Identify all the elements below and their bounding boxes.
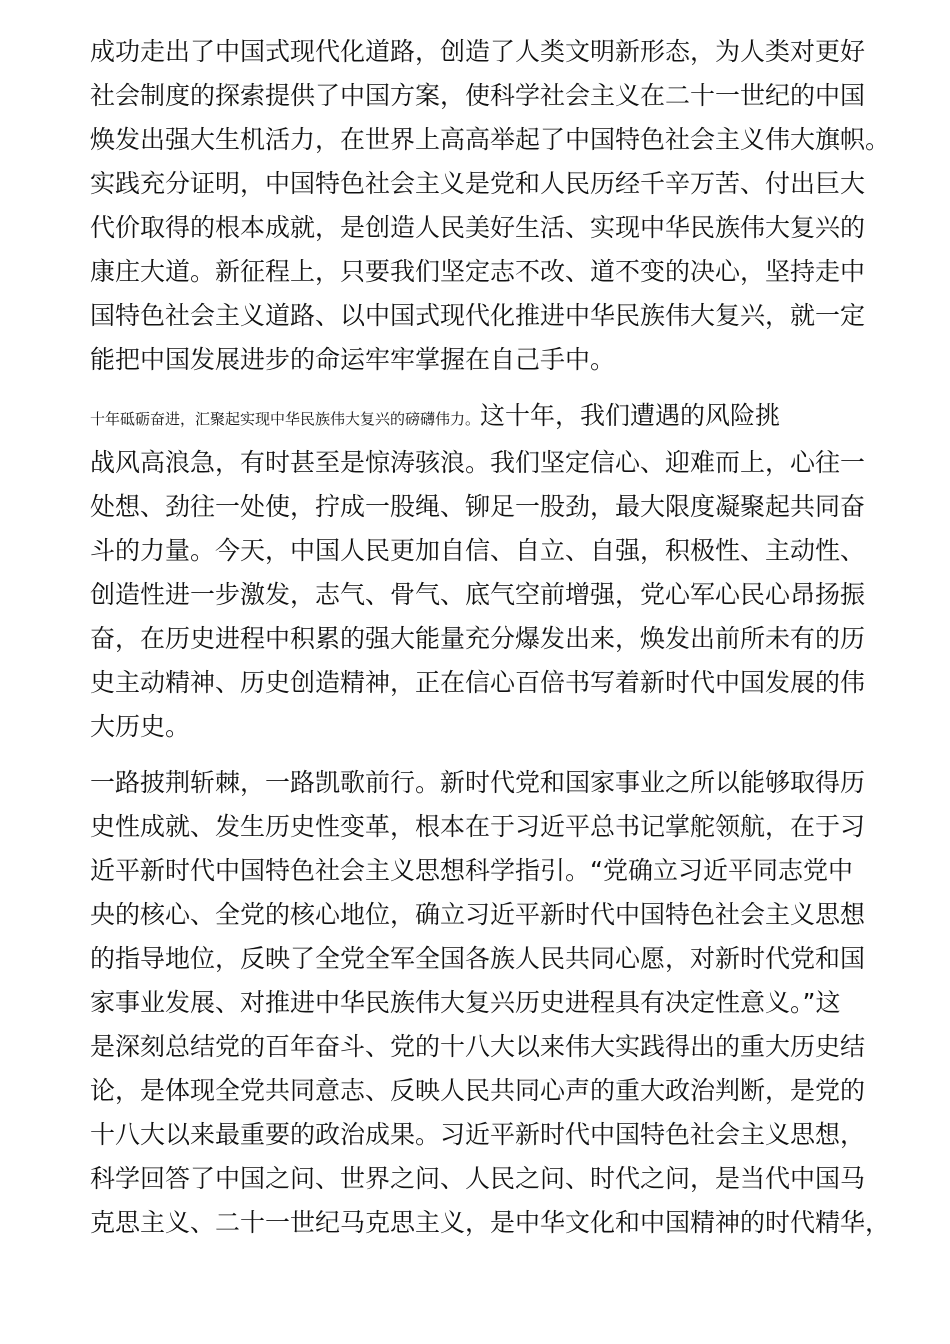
text-line: 成功走出了中国式现代化道路，创造了人类文明新形态，为人类对更好 bbox=[90, 37, 866, 66]
text-line: 大历史。 bbox=[90, 712, 191, 741]
text-line: 康庄大道。新征程上，只要我们坚定志不改、道不变的决心，坚持走中 bbox=[90, 257, 866, 286]
paragraph-3 bbox=[90, 761, 898, 1245]
text-line: 家事业发展、对推进中华民族伟大复兴历史进程具有决定性意义。”这 bbox=[90, 988, 841, 1017]
text-line-remainder: 这十年，我们遭遇的风险挑 bbox=[480, 401, 781, 430]
text-line: 十八大以来最重要的政治成果。习近平新时代中国特色社会主义思想， bbox=[90, 1120, 866, 1149]
paragraph-lead-heading: 十年砥砺奋进，汇聚起实现中华民族伟大复兴的磅礴伟力。 bbox=[90, 410, 481, 428]
text-line: 一路披荆斩棘，一路凯歌前行。新时代党和国家事业之所以能够取得历 bbox=[90, 768, 866, 797]
text-line: 央的核心、全党的核心地位，确立习近平新时代中国特色社会主义思想 bbox=[90, 900, 866, 929]
text-line: 实践充分证明，中国特色社会主义是党和人民历经千辛万苦、付出巨大 bbox=[90, 169, 866, 198]
text-line: 是深刻总结党的百年奋斗、党的十八大以来伟大实践得出的重大历史结 bbox=[90, 1032, 866, 1061]
text-line: 能把中国发展进步的命运牢牢掌握在自己手中。 bbox=[90, 345, 616, 374]
text-line: 国特色社会主义道路、以中国式现代化推进中华民族伟大复兴，就一定 bbox=[90, 301, 866, 330]
text-line: 近平新时代中国特色社会主义思想科学指引。“党确立习近平同志党中 bbox=[90, 856, 853, 885]
text-line: 克思主义、二十一世纪马克思主义，是中华文化和中国精神的时代精华， bbox=[90, 1208, 891, 1237]
text-line: 代价取得的根本成就，是创造人民美好生活、实现中华民族伟大复兴的 bbox=[90, 213, 866, 242]
text-line: 斗的力量。今天，中国人民更加自信、自立、自强，积极性、主动性、 bbox=[90, 536, 866, 565]
text-line: 处想、劲往一处使，拧成一股绳、铆足一股劲，最大限度凝聚起共同奋 bbox=[90, 492, 866, 521]
text-line: 论，是体现全党共同意志、反映人民共同心声的重大政治判断，是党的 bbox=[90, 1076, 866, 1105]
text-line: 战风高浪急，有时甚至是惊涛骇浪。我们坚定信心、迎难而上，心往一 bbox=[90, 448, 866, 477]
text-line: 史性成就、发生历史性变革，根本在于习近平总书记掌舵领航，在于习 bbox=[90, 812, 866, 841]
paragraph-2 bbox=[90, 394, 898, 749]
text-line: 史主动精神、历史创造精神，正在信心百倍书写着新时代中国发展的伟 bbox=[90, 668, 866, 697]
text-line: 社会制度的探索提供了中国方案，使科学社会主义在二十一世纪的中国 bbox=[90, 81, 866, 110]
paragraph-1 bbox=[90, 30, 898, 382]
text-line: 创造性进一步激发，志气、骨气、底气空前增强，党心军心民心昂扬振 bbox=[90, 580, 866, 609]
text-line: 焕发出强大生机活力，在世界上高高举起了中国特色社会主义伟大旗帜。 bbox=[90, 125, 891, 154]
text-line bbox=[90, 394, 898, 441]
text-line: 科学回答了中国之问、世界之问、人民之问、时代之问，是当代中国马 bbox=[90, 1164, 866, 1193]
text-line: 奋，在历史进程中积累的强大能量充分爆发出来，焕发出前所未有的历 bbox=[90, 624, 866, 653]
text-line: 的指导地位，反映了全党全军全国各族人民共同心愿，对新时代党和国 bbox=[90, 944, 866, 973]
document-page bbox=[90, 30, 898, 1245]
